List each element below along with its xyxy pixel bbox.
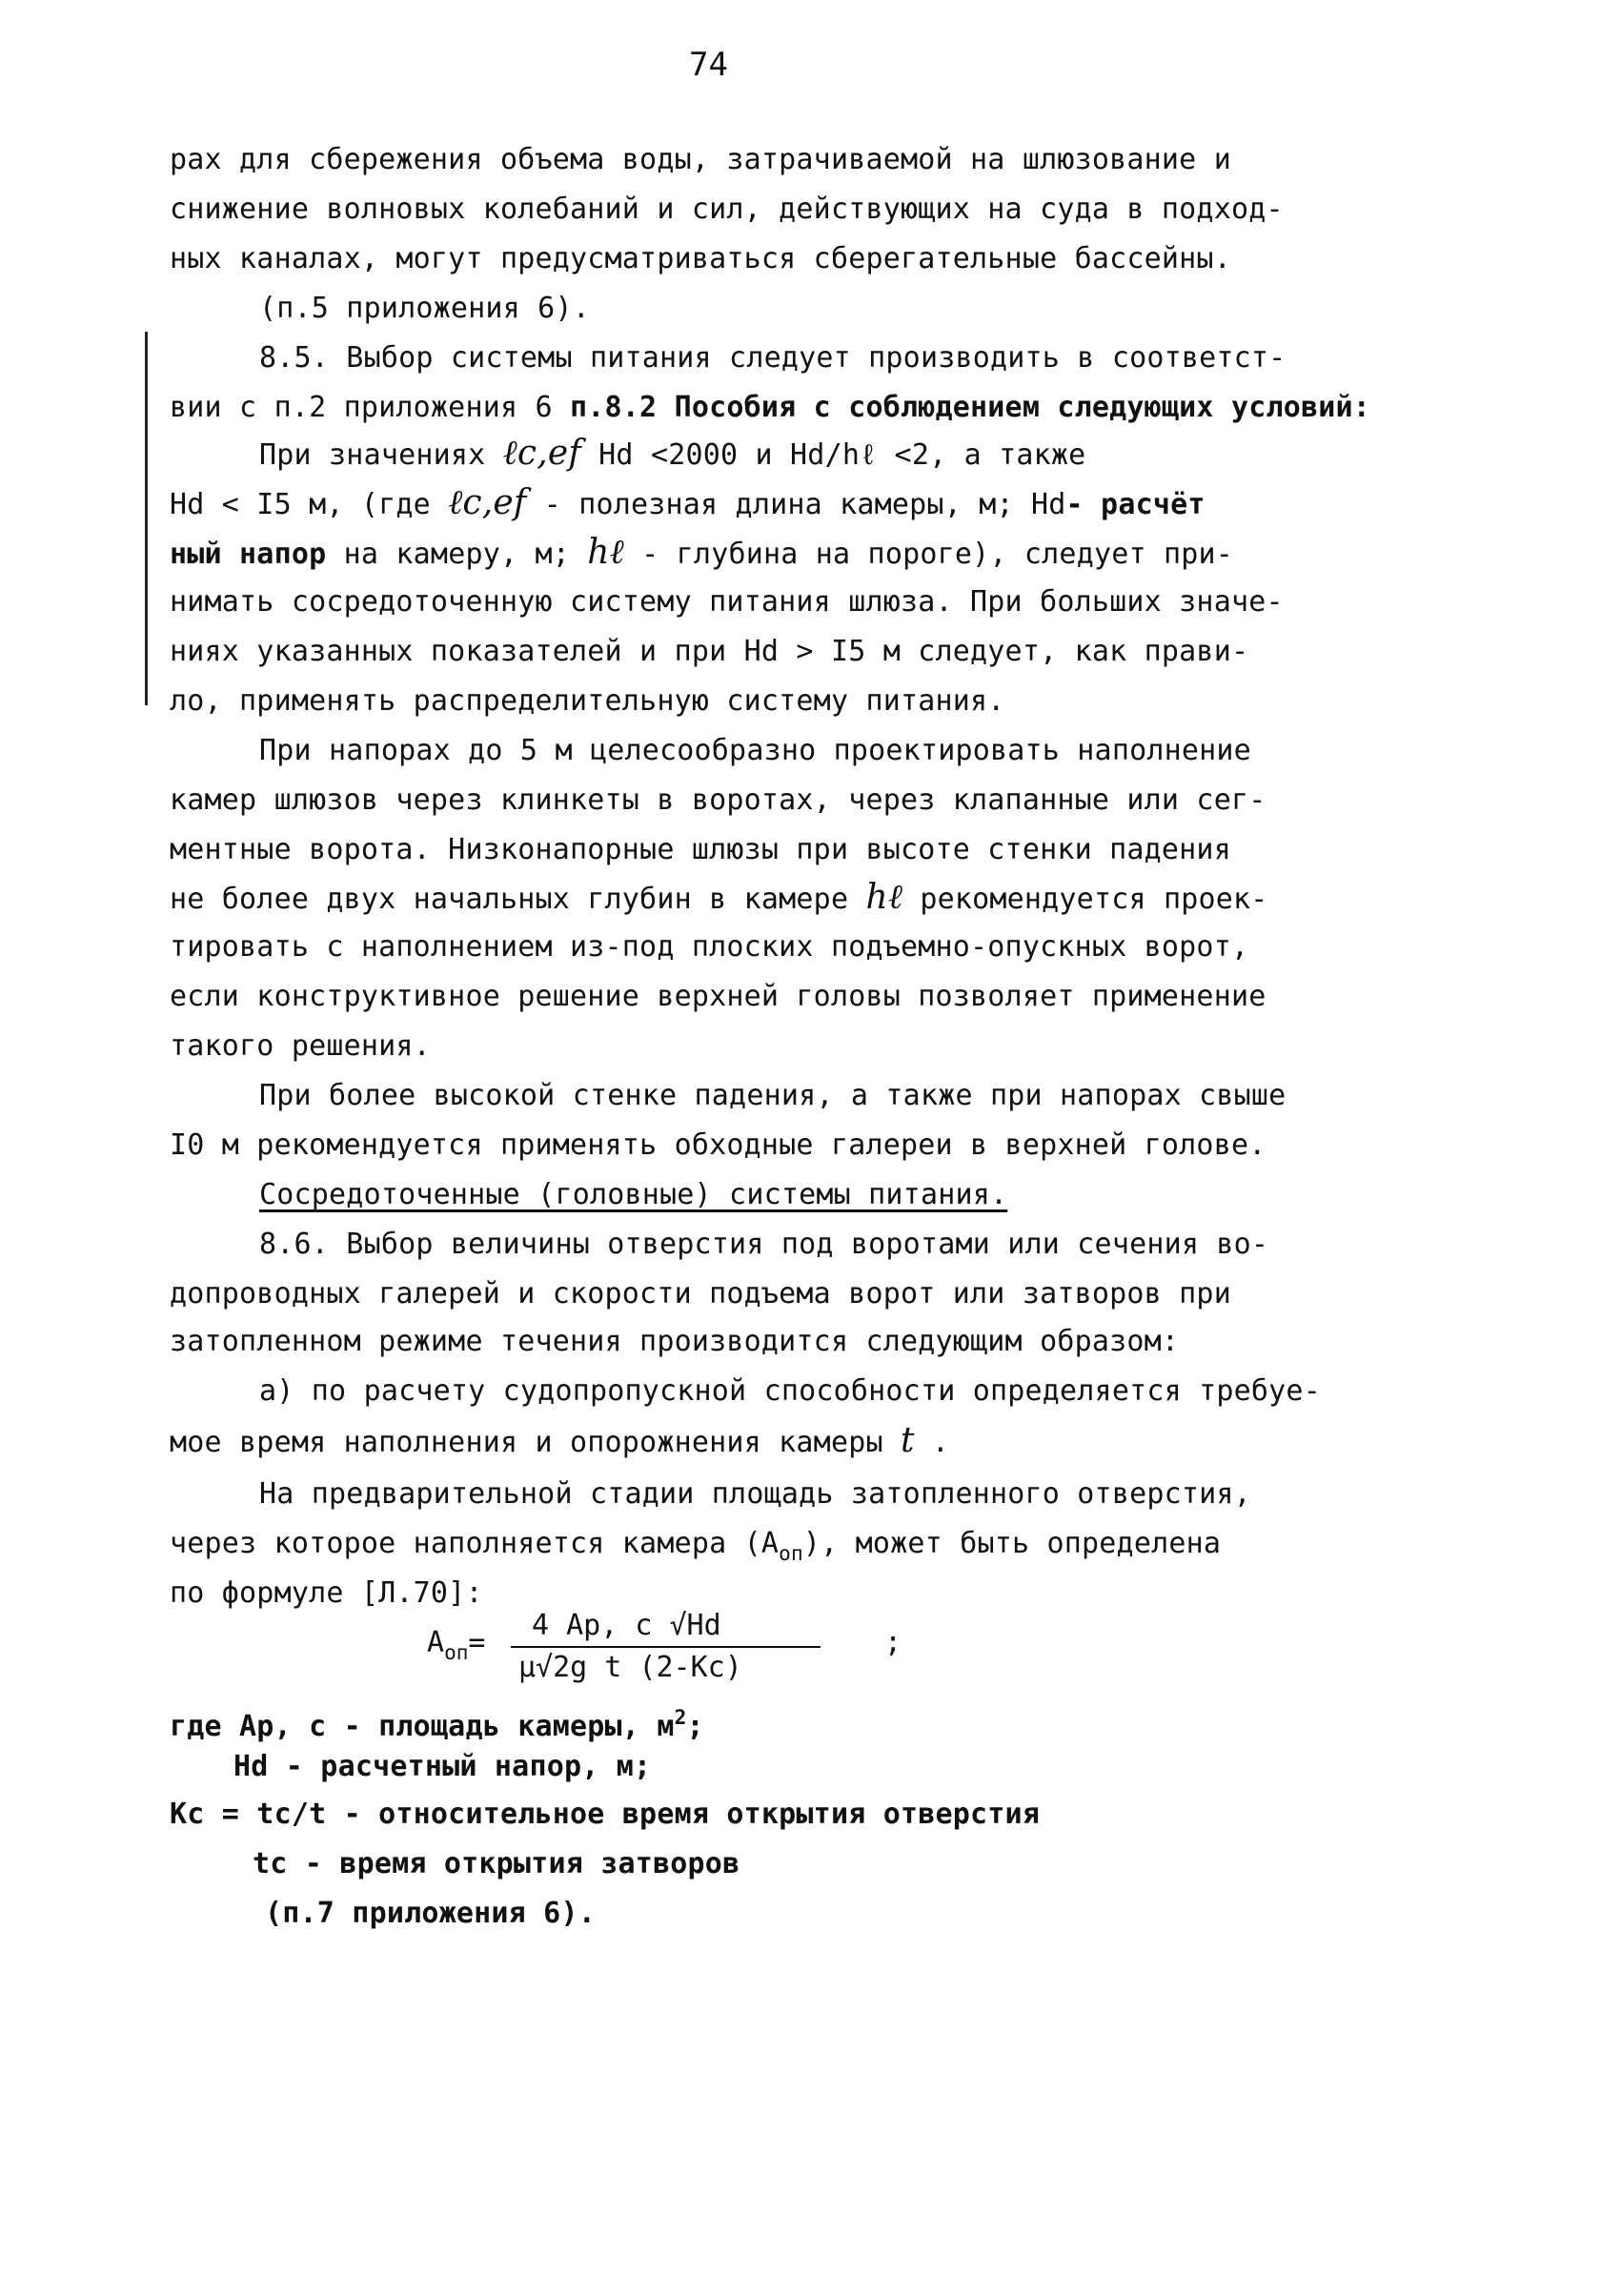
handwritten-symbol: t bbox=[900, 1421, 915, 1460]
section-8-5-line: нимать сосредоточенную систему питания шлюза. При больших значе- bbox=[170, 585, 1284, 619]
handwritten-symbol: hℓ bbox=[587, 533, 624, 572]
section-8-5-line: ло, применять распределительную систему питания. bbox=[170, 684, 1005, 718]
section-heading: Сосредоточенные (головные) системы питания. bbox=[259, 1178, 1008, 1211]
inserted-text: ный напор bbox=[170, 538, 327, 571]
formula-end: ; bbox=[884, 1626, 902, 1659]
text-span: через которое наполняется камера (A bbox=[170, 1527, 780, 1560]
formula-denominator: μ√2g t (2-Кс) bbox=[518, 1651, 742, 1684]
fraction-bar bbox=[511, 1646, 821, 1648]
where-line: Кс = tc/t - относительное время открытия отверстия bbox=[170, 1798, 1041, 1831]
subscript: оп bbox=[779, 1542, 803, 1565]
text-span: - полезная длина камеры, м; Hd bbox=[526, 488, 1066, 521]
text-span: При значениях bbox=[259, 438, 503, 472]
text-line: если конструктивное решение верхней головы позволяет применение bbox=[170, 980, 1266, 1013]
formula-symbol: A bbox=[427, 1626, 445, 1659]
section-8-5-line bbox=[170, 534, 1233, 574]
text-line: (п.5 приложения 6). bbox=[259, 292, 590, 325]
where-line: где Ар, с - площадь камеры, $м^2$; bbox=[170, 1706, 704, 1743]
text-line: тировать с наполнением из-под плоских подъемно-опускных ворот, bbox=[170, 930, 1249, 964]
text-span: на камеру, м; bbox=[326, 538, 588, 571]
section-8-6-line: мое время наполнения и опорожнения камеры t . bbox=[170, 1421, 950, 1460]
text-span: не более двух начальных глубин в камере bbox=[170, 883, 866, 916]
text-span: - глубина на пороге), следует при- bbox=[623, 538, 1234, 571]
where-line: Hd - расчетный напор, м; bbox=[233, 1750, 652, 1783]
text-span: рекомендуется проек- bbox=[920, 883, 1268, 916]
text-line: На предварительной стадии площадь затопленного отверстия, bbox=[259, 1477, 1251, 1511]
handwritten-symbol: ℓc,ef bbox=[502, 434, 581, 473]
text-span: где Ар, с - площадь камеры, м bbox=[170, 1710, 675, 1743]
section-8-6-line: затопленном режиме течения производится следующим образом: bbox=[170, 1325, 1180, 1358]
section-8-5-line bbox=[170, 484, 1206, 524]
page-number: 74 bbox=[689, 46, 728, 84]
section-8-5-line bbox=[259, 435, 1085, 475]
where-line: (п.7 приложения 6). bbox=[265, 1897, 596, 1930]
margin-revision-bar bbox=[145, 332, 148, 705]
text-line: по формуле [Л.70]: bbox=[170, 1576, 483, 1610]
section-8-6-line: 8.6. Выбор величины отверстия под воротами или сечения во- bbox=[259, 1228, 1269, 1261]
text-line: камер шлюзов через клинкеты в воротах, через клапанные или сег- bbox=[170, 783, 1266, 817]
text-line: рах для сбережения объема воды, затрачиваемой на шлюзование и bbox=[170, 143, 1231, 176]
formula-lhs bbox=[427, 1626, 485, 1664]
text-line bbox=[170, 879, 1268, 919]
text-line: При напорах до 5 м целесообразно проектировать наполнение bbox=[259, 734, 1251, 767]
text-line: ментные ворота. Низконапорные шлюзы при высоте стенки падения bbox=[170, 833, 1231, 866]
superscript: 2 bbox=[674, 1706, 687, 1729]
text-line: При более высокой стенке падения, а также при напорах свыше bbox=[259, 1079, 1287, 1112]
handwritten-symbol: ℓc,ef bbox=[448, 483, 527, 522]
section-8-6-line: допроводных галерей и скорости подъема ворот или затворов при bbox=[170, 1277, 1231, 1311]
text-line bbox=[170, 1525, 1221, 1573]
inserted-text: - расчёт bbox=[1065, 488, 1206, 521]
text-line: такого решения. bbox=[170, 1029, 431, 1063]
inserted-text: п.8.2 Пособия с соблюдением следующих условий: bbox=[570, 391, 1371, 424]
text-line: I0 м рекомендуется применять обходные галереи в верхней голове. bbox=[170, 1128, 1266, 1162]
section-8-6-line: а) по расчету судопропускной способности определяется требуе- bbox=[259, 1374, 1321, 1408]
text-span: Hd < I5 м, (где bbox=[170, 488, 449, 521]
text-line: ных каналах, могут предусматриваться сберегательные бассейны. bbox=[170, 242, 1231, 275]
section-8-5-line: 8.5. Выбор системы питания следует производить в соответст- bbox=[259, 341, 1287, 375]
where-line: tc - время открытия затворов bbox=[253, 1847, 740, 1880]
text-span: мое время наполнения и опорожнения камеры bbox=[170, 1426, 901, 1459]
text-span: ), может быть определена bbox=[802, 1527, 1222, 1560]
subscript: оп bbox=[444, 1641, 469, 1664]
handwritten-symbol: hℓ bbox=[865, 878, 903, 917]
formula-numerator: 4 Ар, с √Hd bbox=[532, 1609, 721, 1642]
formula-equals: = bbox=[468, 1626, 486, 1659]
section-8-5-line: ниях указанных показателей и при Hd > I5 м следует, как прави- bbox=[170, 635, 1249, 668]
formula bbox=[427, 1599, 903, 1685]
text-span: Hd <2000 и Hd/hℓ <2, а также bbox=[580, 438, 1086, 472]
text-line: снижение волновых колебаний и сил, действующих на суда в подход- bbox=[170, 193, 1284, 226]
section-8-5-line bbox=[170, 389, 1370, 427]
text-span: вии с п.2 приложения 6 bbox=[170, 391, 571, 424]
